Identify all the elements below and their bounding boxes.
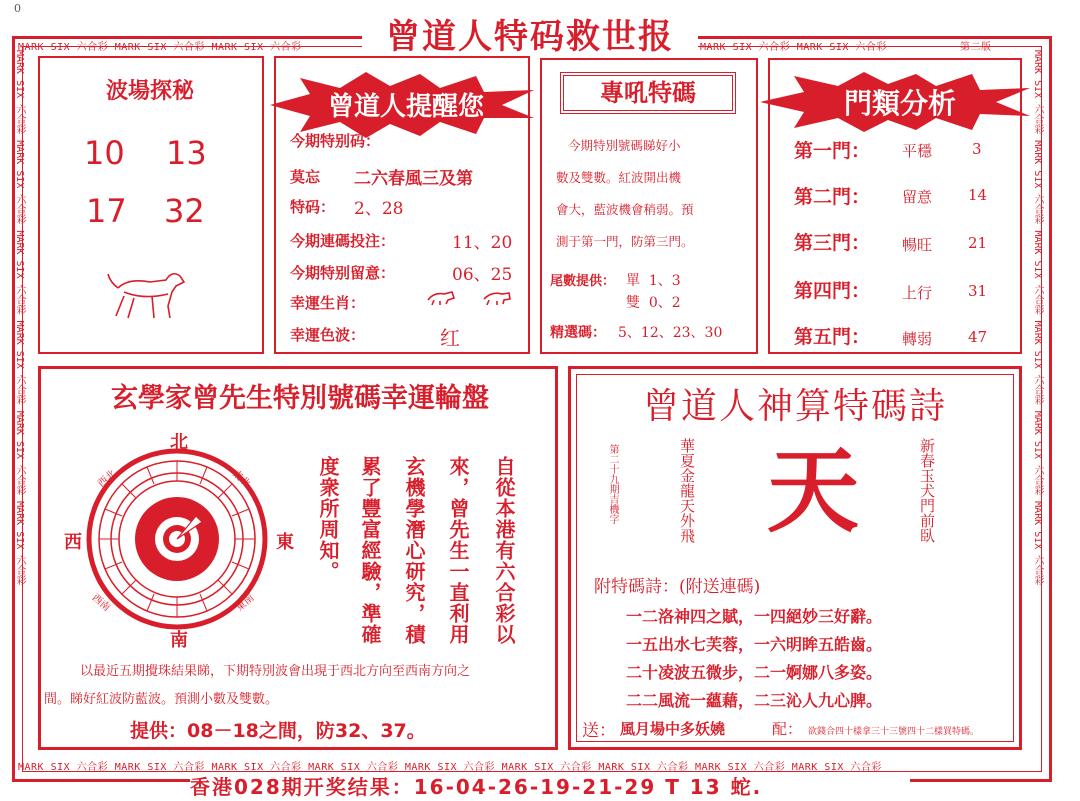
poem-match-value: 欲錢合四十樣拿三十三號四十二樣買特碼。: [808, 727, 980, 737]
dir-northeast: 東北: [229, 468, 252, 490]
door-desc: 平穩: [902, 142, 933, 160]
poem-send-value: 風月場中多妖嬈: [620, 720, 726, 738]
door-num: 31: [968, 282, 988, 300]
poem-issue-text: 第二十九期吉機字: [607, 444, 618, 524]
wheel-note: 間。睇好紅波防藍波。預測小數及雙數。: [44, 692, 279, 707]
dir-northwest: 西北: [96, 468, 119, 490]
door-num: 21: [968, 234, 988, 252]
special-text-line: 測于第一門，防第三門。: [556, 234, 694, 249]
door-desc: 上行: [902, 284, 933, 302]
poem-line: 二二風流一蘊藉，二三沁人九心脾。: [626, 691, 883, 710]
door-label: 第五門：: [794, 326, 871, 348]
reminder-label: 今期特别留意：: [290, 264, 396, 282]
poem-mid-line: 華夏金龍天外飛: [678, 438, 696, 543]
tail-label: 尾數提供：: [550, 274, 616, 289]
tail-odd: 單 1、3: [626, 273, 681, 289]
wave-number: 10: [84, 134, 125, 172]
reminder-value: 2、28: [354, 199, 404, 219]
poem-line: 一五出水七芙蓉，一六明眸五皓齒。: [626, 635, 883, 654]
door-num: 14: [968, 186, 988, 204]
poem-line: 二十凌波五微步，二一婀娜八多姿。: [626, 663, 883, 682]
poem-inner-frame: [576, 374, 1014, 742]
wheel-title: 玄學家曾先生特別號碼幸運輪盤: [111, 383, 489, 414]
reminder-banner: 曾道人提醒您: [327, 92, 484, 122]
wheel-offer: 提供：08－18之間，防32、37。: [130, 720, 426, 742]
wheel-column-text: 度衆所周知。: [316, 456, 340, 582]
doors-banner: 門類分析: [843, 87, 956, 120]
dir-southeast: 東南: [234, 592, 257, 614]
wave-box-title: 波場探秘: [105, 79, 194, 104]
tail-even: 雙 0、2: [626, 295, 681, 311]
wheel-column-text: 來，曾先生一直利用: [446, 456, 470, 645]
reminder-value: 二六春風三及第: [354, 169, 473, 189]
pick-value: 5、12、23、30: [618, 325, 723, 341]
special-text-line: 數及雙數。紅波開出機: [556, 170, 682, 185]
corner-mark: 0: [14, 2, 21, 15]
reminder-label: 莫忘: [290, 168, 321, 186]
reminder-label: 今期特别码：: [290, 132, 381, 150]
door-desc: 轉弱: [902, 330, 933, 348]
page-title: 曾道人特码救世报: [362, 14, 698, 60]
zodiac-animal-icon: [426, 290, 456, 306]
special-text-line: 會大，藍波機會稍弱。預: [556, 202, 694, 217]
door-num: 47: [968, 328, 988, 346]
poem-sub-title: 附特碼詩：(附送連碼): [594, 577, 761, 597]
door-label: 第一門：: [794, 140, 871, 162]
draw-result: 香港028期开奖结果：16-04-26-19-21-29 T 13 蛇.: [190, 774, 910, 801]
door-desc: 留意: [902, 188, 933, 206]
wave-number: 13: [166, 134, 207, 172]
special-title: 專吼特碼: [560, 72, 736, 114]
reminder-value: 11、20: [452, 233, 513, 253]
poem-line: 一二洛神四之賦，一四絕妙三好辭。: [626, 607, 883, 626]
door-label: 第三門：: [794, 232, 871, 254]
wave-number: 17: [86, 192, 127, 230]
dir-south: 南: [170, 630, 188, 651]
reminder-label: 今期連碼投注：: [290, 232, 396, 250]
poem-send-label: 送：: [582, 721, 616, 741]
reminder-label: 幸運生肖：: [290, 294, 366, 312]
door-num: 3: [972, 140, 982, 158]
door-desc: 暢旺: [902, 236, 933, 254]
wheel-column-text: 玄機學潛心研究，積: [402, 456, 426, 645]
border-strip-bottom: MARK SIX 六合彩 MARK SIX 六合彩 MARK SIX 六合彩 MARK SIX 六合彩 MARK SIX 六合彩 MARK SIX 六合彩 MARK SIX 六合彩 MARK SIX 六合彩 MARK SIX 六合彩: [18, 762, 882, 773]
reminder-label: 特码：: [290, 198, 336, 216]
door-label: 第四門：: [794, 280, 871, 302]
zodiac-animal-icon: [482, 290, 512, 306]
wheel-note: 以最近五期攪珠結果睇，下期特別波會出現于西北方向至西南方向之: [80, 664, 471, 679]
reminder-value: 06、25: [452, 265, 513, 285]
border-strip-top-right: MARK SIX 六合彩 MARK SIX 六合彩: [700, 42, 887, 53]
border-strip-top-left: MARK SIX 六合彩 MARK SIX 六合彩 MARK SIX 六合彩: [18, 42, 302, 53]
poem-match-label: 配：: [772, 720, 803, 738]
border-strip-left: MARK SIX 六合彩 MARK SIX 六合彩 MARK SIX 六合彩 MARK SIX 六合彩 MARK SIX 六合彩 MARK SIX 六合彩: [14, 50, 25, 586]
wheel-column-text: 累了豐富經驗，準確: [358, 456, 382, 645]
edition-label: 第二版: [960, 42, 992, 53]
wave-number: 32: [164, 192, 205, 230]
dog-icon: [104, 262, 188, 324]
dir-east: 東: [276, 532, 294, 553]
dir-west: 西: [64, 532, 82, 553]
reminder-value: 红: [440, 326, 460, 350]
reminder-label: 幸運色波：: [290, 326, 366, 344]
poem-title: 曾道人神算特碼詩: [642, 386, 947, 427]
poem-big-char: 天: [766, 438, 859, 545]
border-strip-right: MARK SIX 六合彩 MARK SIX 六合彩 MARK SIX 六合彩 MARK SIX 六合彩 MARK SIX 六合彩 MARK SIX 六合彩: [1032, 50, 1043, 586]
door-label: 第二門：: [794, 186, 871, 208]
dir-north: 北: [170, 432, 188, 453]
pick-label: 精選碼：: [550, 325, 606, 341]
poem-right-line: 新春玉犬門前臥: [918, 438, 936, 543]
special-text-line: 今期特別號碼睇好小: [568, 138, 681, 153]
dir-southwest: 西南: [89, 592, 112, 614]
wheel-column-text: 自從本港有六合彩以: [492, 456, 516, 645]
